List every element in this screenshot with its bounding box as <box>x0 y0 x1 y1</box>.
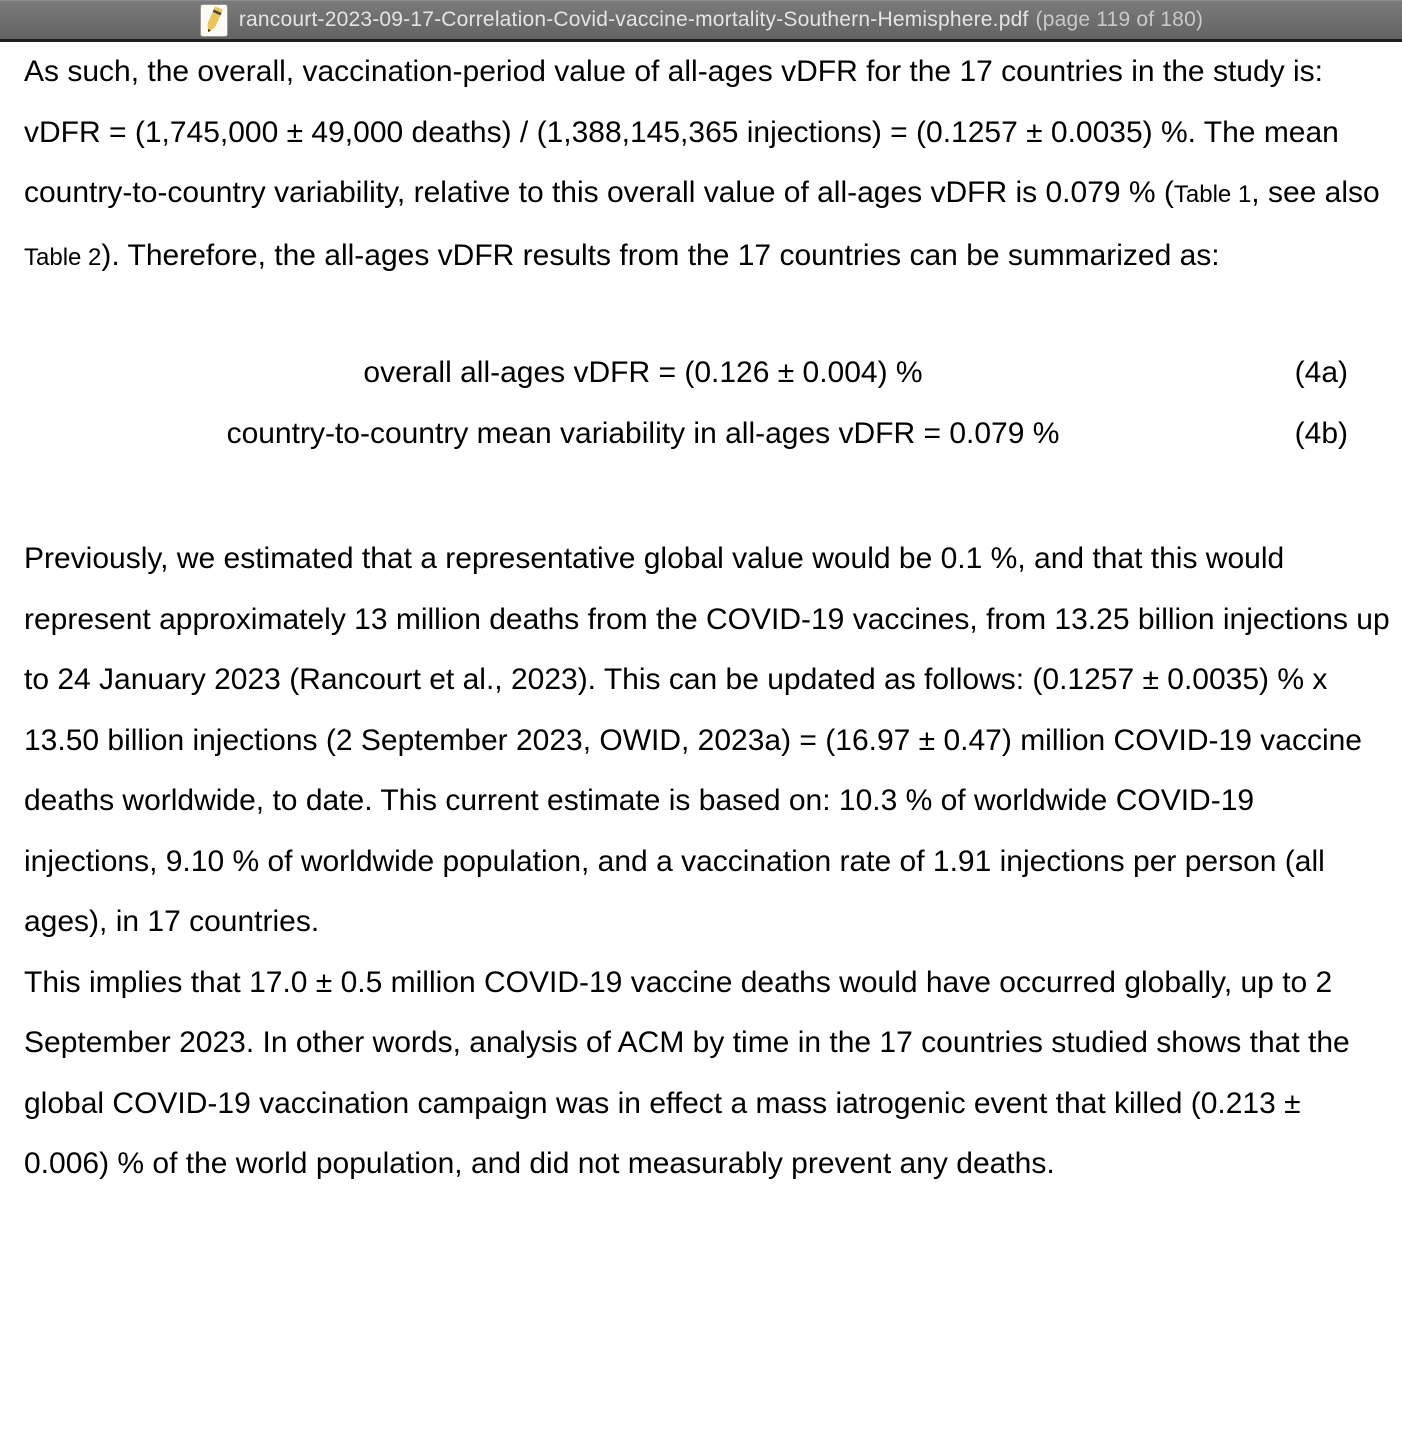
window-title <box>239 8 1203 32</box>
table-1-reference: Table 1 <box>1173 181 1252 208</box>
paragraph-implication: This implies that 17.0 ± 0.5 million COVID-19 vaccine deaths would have occurred globally, up to 2 September 2023. In other words, analysis of ACM by time in the 17 countries studied shows that the global COVID-19 vaccination campaign was in effect a mass iatrogenic event that killed (0.213 ± 0.006) % of the world population, and did not measurably prevent any deaths. <box>24 965 1350 1180</box>
window-title-page-count: (page 119 of 180) <box>1035 7 1204 31</box>
equation-4b-text: country-to-country mean variability in all-ages vDFR = 0.079 % <box>226 416 1060 450</box>
equation-4a-label: (4a) <box>1294 356 1348 389</box>
table-2-reference: Table 2 <box>24 243 102 271</box>
window-title-group <box>199 3 1203 37</box>
equation-4b-label: (4b) <box>1294 416 1348 450</box>
pdf-file-icon[interactable] <box>199 4 229 37</box>
window-title-filename: rancourt-2023-09-17-Correlation-Covid-vaccine-mortality-Southern-Hemisphere.pdf <box>238 7 1029 31</box>
paragraph-vdfr-overall-text-2: , see also <box>1251 176 1380 209</box>
equation-4b <box>24 404 1392 465</box>
paragraph-global-estimate-update: Previously, we estimated that a representative global value would be 0.1 %, and that this would represent approximately 13 million deaths from the COVID-19 vaccines, from 13.25 billion injections up to 24 January 2023 (Rancourt et al., 2023). This can be updated as follows: (0.1257 ± 0.0035) % x 13.50 billion injections (2 September 2023, OWID, 2023a) = (16.97 ± 0.47) million COVID-19 vaccine deaths worldwide, to date. This current estimate is based on: 10.3 % of worldwide COVID-19 injections, 9.10 % of worldwide population, and a vaccination rate of 1.91 injections per person (all ages), in 17 countries. <box>24 542 1390 938</box>
window-titlebar[interactable] <box>0 0 1402 42</box>
paragraph-vdfr-overall <box>24 42 1392 288</box>
paragraph-vdfr-overall-text: As such, the overall, vaccination-period value of all-ages vDFR for the 17 countries in the study is: vDFR = (1,745,000 ± 49,000 deaths) / (1,388,145,365 injections) = (0.1257 ± 0.0035) %. The mean country-to-country variability, relative to this overall value of all-ages vDFR is 0.079 % ( <box>24 55 1339 209</box>
equation-4a <box>24 343 1392 404</box>
equations-block <box>24 343 1392 464</box>
pdf-page[interactable] <box>0 42 1402 1195</box>
paragraph-vdfr-overall-text-3: ). Therefore, the all-ages vDFR results from the 17 countries can be summarized as: <box>101 238 1220 272</box>
equation-4a-text: overall all-ages vDFR = (0.126 ± 0.004) % <box>363 356 923 389</box>
